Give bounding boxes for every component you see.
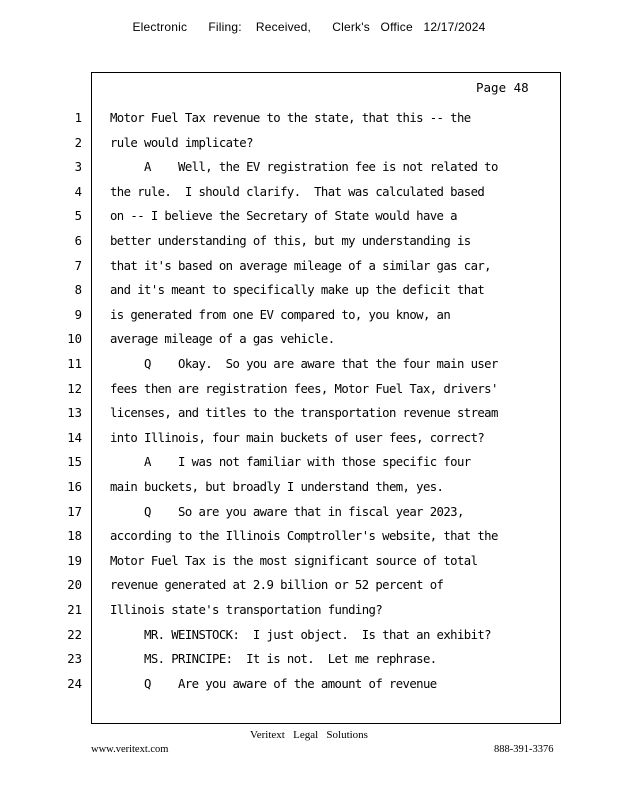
line-text: A Well, the EV registration fee is not related to bbox=[110, 160, 498, 175]
line-text: the rule. I should clarify. That was calculated based bbox=[110, 184, 485, 199]
line-number: 21 bbox=[67, 603, 82, 617]
line-text: into Illinois, four main buckets of user fees, correct? bbox=[110, 430, 485, 445]
transcript-line bbox=[0, 136, 618, 154]
line-text: is generated from one EV compared to, you know, an bbox=[110, 307, 451, 322]
line-number: 4 bbox=[74, 184, 82, 199]
transcript-line bbox=[0, 431, 618, 449]
line-number: 13 bbox=[67, 406, 82, 421]
filing-stamp: Electronic Filing: Received, Clerk's Office 12/17/2024 bbox=[132, 20, 486, 34]
line-text: main buckets, but broadly I understand them, yes. bbox=[110, 480, 444, 494]
transcript-line bbox=[0, 332, 618, 350]
footer-phone: 888-391-3376 bbox=[494, 744, 554, 755]
line-text: Motor Fuel Tax revenue to the state, that this -- the bbox=[110, 111, 471, 125]
transcript-line bbox=[0, 111, 618, 129]
footer-company: Veritext Legal Solutions bbox=[250, 729, 368, 741]
line-number: 14 bbox=[67, 430, 82, 445]
transcript-line bbox=[0, 283, 618, 301]
line-number: 12 bbox=[67, 381, 82, 396]
transcript-line bbox=[0, 185, 618, 203]
line-number: 19 bbox=[67, 553, 82, 568]
line-text: that it's based on average mileage of a similar gas car, bbox=[110, 258, 491, 273]
line-text: fees then are registration fees, Motor Fuel Tax, drivers' bbox=[110, 381, 498, 396]
line-number: 11 bbox=[67, 357, 82, 371]
transcript-line bbox=[0, 529, 618, 547]
line-text: licenses, and titles to the transportation revenue stream bbox=[110, 406, 498, 421]
transcript-line bbox=[0, 652, 618, 670]
transcript-line bbox=[0, 259, 618, 277]
line-number: 18 bbox=[67, 529, 82, 544]
transcript-line bbox=[0, 308, 618, 326]
transcript-line bbox=[0, 209, 618, 227]
transcript-line bbox=[0, 628, 618, 646]
line-number: 6 bbox=[74, 234, 82, 248]
transcript-line bbox=[0, 505, 618, 523]
line-number: 8 bbox=[74, 283, 82, 298]
line-number: 5 bbox=[74, 209, 82, 224]
line-number: 7 bbox=[74, 258, 82, 273]
line-number: 2 bbox=[74, 135, 82, 150]
transcript-line bbox=[0, 603, 618, 621]
line-number: 1 bbox=[74, 111, 82, 125]
line-number: 16 bbox=[67, 480, 82, 494]
line-text: A I was not familiar with those specific four bbox=[110, 455, 471, 470]
line-number: 3 bbox=[74, 160, 82, 175]
transcript-line bbox=[0, 406, 618, 424]
transcript-line bbox=[0, 382, 618, 400]
line-text: revenue generated at 2.9 billion or 52 percent of bbox=[110, 578, 444, 593]
line-text: MR. WEINSTOCK: I just object. Is that an exhibit? bbox=[110, 627, 491, 642]
line-number: 17 bbox=[67, 504, 82, 519]
line-text: MS. PRINCIPE: It is not. Let me rephrase. bbox=[110, 652, 437, 667]
page-number: Page 48 bbox=[476, 80, 529, 95]
transcript-line bbox=[0, 554, 618, 572]
line-text: Q Okay. So you are aware that the four main user bbox=[110, 357, 498, 371]
line-text: Illinois state's transportation funding? bbox=[110, 603, 383, 617]
line-number: 20 bbox=[67, 578, 82, 593]
line-text: Q Are you aware of the amount of revenue bbox=[110, 676, 437, 691]
line-text: on -- I believe the Secretary of State would have a bbox=[110, 209, 457, 224]
line-text: according to the Illinois Comptroller's website, that the bbox=[110, 529, 498, 544]
line-text: Motor Fuel Tax is the most significant source of total bbox=[110, 553, 478, 568]
line-text: rule would implicate? bbox=[110, 135, 253, 150]
line-number: 10 bbox=[67, 332, 82, 347]
transcript-line bbox=[0, 455, 618, 473]
transcript-line bbox=[0, 357, 618, 375]
line-number: 22 bbox=[67, 627, 82, 642]
line-text: and it's meant to specifically make up the deficit that bbox=[110, 283, 485, 298]
line-number: 24 bbox=[67, 676, 82, 691]
line-number: 23 bbox=[67, 652, 82, 667]
footer-website: www.veritext.com bbox=[91, 744, 169, 755]
transcript-line bbox=[0, 160, 618, 178]
transcript-line bbox=[0, 677, 618, 695]
line-text: better understanding of this, but my understanding is bbox=[110, 234, 471, 248]
line-number: 9 bbox=[74, 307, 82, 322]
line-text: Q So are you aware that in fiscal year 2023, bbox=[110, 504, 464, 519]
line-text: average mileage of a gas vehicle. bbox=[110, 332, 335, 347]
line-number: 15 bbox=[67, 455, 82, 470]
transcript-line bbox=[0, 480, 618, 498]
transcript-line bbox=[0, 578, 618, 596]
transcript-line bbox=[0, 234, 618, 252]
